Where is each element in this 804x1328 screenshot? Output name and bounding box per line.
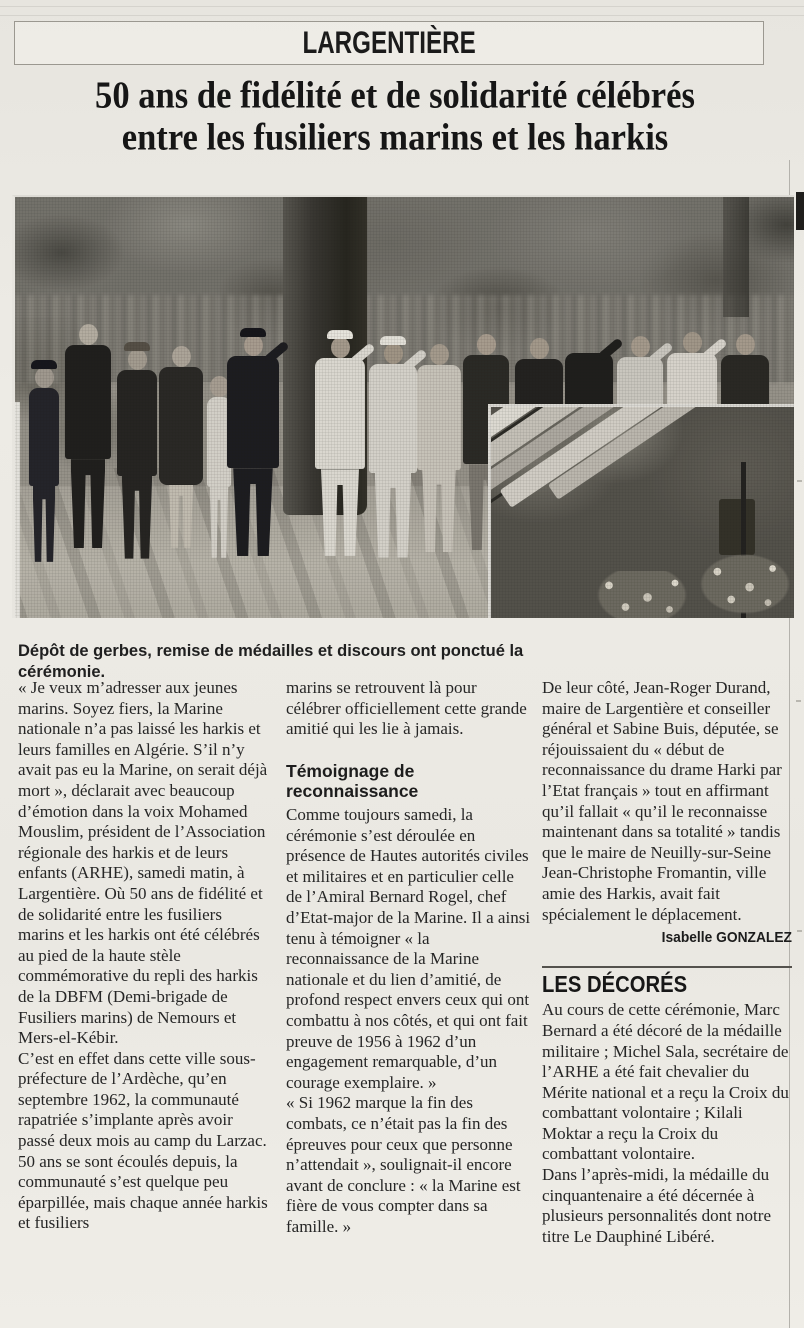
kicker-label: LARGENTIÈRE xyxy=(302,24,476,61)
scan-edge-artifact xyxy=(796,192,804,230)
paragraph: marins se retrouvent là pour célébrer officiellement cette grande amitié qui les lie à jamais. xyxy=(286,678,527,739)
paragraph: « Si 1962 marque la fin des combats, ce n’était pas la fin des épreuves pour ceux que personne n’attendait », soulignait-il encore avant de conclure : « la Marine est fière de vous compter dans sa famille. » xyxy=(286,1093,521,1236)
paragraph: « Je veux m’adresser aux jeunes marins. Soyez fiers, la Marine nationale n’a pas laissé les harkis et leurs familles en Algérie. S’il n’y avait pas eu la Marine, on serait déjà mort », déclarait avec beaucoup d’émotion dans la voix Mohamed Mouslim, président de l’Association régionale des harkis et de leurs enfants (ARHE), samedi matin, à Largentière. Où 50 ans de fidélité et de solidarité entre les fusiliers marins et les harkis ont été célébrés au pied de la haute stèle commémorative du repli des harkis de la DBFM (Demi-brigade de Fusiliers marins) de Nemours et Mers-el-Kébir. xyxy=(18,678,268,1048)
article-column-1 xyxy=(18,678,272,1234)
paragraph: Dans l’après-midi, la médaille du cinquantenaire a été décernée à plusieurs personnalités dont notre titre Le Dauphiné Libéré. xyxy=(542,1165,771,1246)
person-figure xyxy=(117,342,157,572)
scan-line xyxy=(0,15,804,16)
flower-wreath xyxy=(587,571,697,618)
scan-edge-strip xyxy=(15,402,20,618)
saluting-officer-figure xyxy=(315,330,365,572)
ceremony-photo xyxy=(12,195,794,618)
tree-trunk xyxy=(723,197,749,317)
photo-caption: Dépôt de gerbes, remise de médailles et discours ont ponctué la cérémonie. xyxy=(18,641,524,681)
scan-speck xyxy=(796,700,801,702)
paragraph: Comme toujours samedi, la cérémonie s’est déroulée en présence de Hautes autorités civiles et militaires et en particulier celle de l’Amiral Bernard Rogel, chef d’Etat-major de la Marine. Il a ainsi tenu à témoigner « la reconnaissance de la Marine nationale et du lien d’amitié, de profond respect envers ceux qui ont combattu à nos côtés, et qui ont fait preuve de 1956 à 1962 d’un engagement remarquable, d’un courage exemplaire. » xyxy=(286,805,531,1092)
person-figure xyxy=(29,360,59,572)
saluting-officer-figure xyxy=(227,328,279,572)
scan-line xyxy=(0,6,804,7)
kicker-box xyxy=(14,21,764,65)
section-divider xyxy=(542,966,792,968)
flag-bearers-inset-photo xyxy=(488,404,794,618)
paragraph: De leur côté, Jean-Roger Durand, maire de Largentière et conseiller général et Sabine Buis, députée, se réjouissaient du « début de reconnaissance du drame Harki par l’Etat français » tout en affirmant qu’il fallait « qu’il le reconnaisse maintenant dans sa totalité » tandis que le maire de Neuilly-sur-Seine Jean-Christophe Fromantin, ville amie des Harkis, avait fait spécialement le déplacement. xyxy=(542,678,782,924)
section-header: LES DÉCORÉS xyxy=(542,970,688,997)
saluting-officer-figure xyxy=(369,336,417,572)
byline: Isabelle GONZALEZ xyxy=(661,929,792,947)
person-figure xyxy=(65,324,111,572)
person-figure xyxy=(159,346,203,572)
person-figure xyxy=(417,344,461,572)
scan-speck xyxy=(797,930,802,932)
headline xyxy=(0,74,790,159)
flower-wreath xyxy=(699,553,791,615)
subheading: Témoignage de reconnaissance xyxy=(286,760,419,802)
headline-line-1: 50 ans de fidélité et de solidarité célébrés xyxy=(95,73,695,117)
article-column-2 xyxy=(286,678,534,1238)
scan-speck xyxy=(797,480,802,482)
article-column-3 xyxy=(542,678,792,1247)
paragraph: C’est en effet dans cette ville sous-préfecture de l’Ardèche, qu’en septembre 1962, la communauté rapatriée s’implante après avoir passé deux mois au camp du Larzac. 50 ans se sont écoulés depuis, la communauté s’est quelque peu éparpillée, mais chaque année harkis et fusiliers xyxy=(18,1048,268,1233)
speaker-box xyxy=(719,499,755,555)
paragraph: Au cours de cette cérémonie, Marc Bernard a été décoré de la médaille militaire ; Michel Sala, secrétaire de l’ARHE a été fait chevalier du Mérite national et a reçu la Croix du combattant volontaire ; Kilali Moktar a reçu la Croix du combattant volontaire. xyxy=(542,1000,789,1164)
headline-line-2: entre les fusiliers marins et les harkis xyxy=(121,116,669,159)
